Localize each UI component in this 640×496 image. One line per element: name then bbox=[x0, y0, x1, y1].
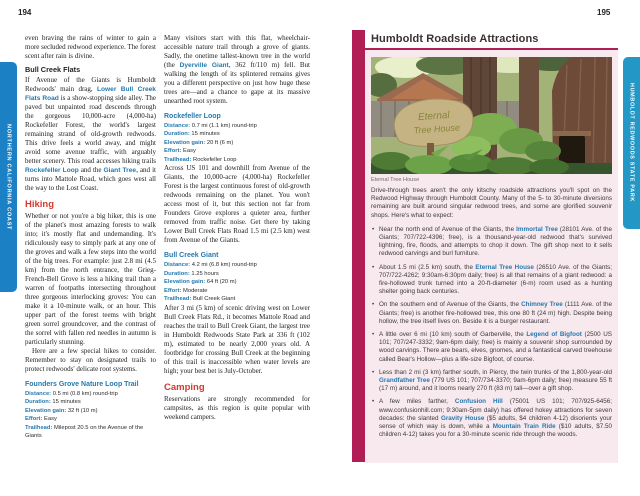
spine-tab-right-label: HUMBOLDT REDWOODS STATE PARK bbox=[628, 83, 635, 203]
left-page-column-1 bbox=[25, 34, 156, 441]
text-segment: (75001 US 101; 707/925-6456; www.confusionhill.com; 9:30am-5pm daily) has offered hokey attractions for seven decades: the slanted bbox=[379, 398, 612, 422]
trail-stats-founders-grove bbox=[25, 380, 156, 441]
stat-label: Elevation gain: bbox=[164, 279, 206, 286]
paragraph-founders-grove bbox=[164, 34, 310, 106]
stat-value: 15 minutes bbox=[191, 131, 220, 138]
stat-value: 1.25 hours bbox=[191, 270, 219, 277]
text-segment: ($5 adults, $4 children 4-12) disorients your sense of which way is down, while a bbox=[379, 414, 612, 431]
stat-value: Easy bbox=[183, 148, 196, 155]
list-item-chimney-tree bbox=[371, 301, 612, 326]
trail-name: Founders Grove Nature Loop Trail bbox=[25, 381, 139, 388]
stat-value: 0.5 mi (0.8 km) round-trip bbox=[52, 390, 118, 397]
stat-trailhead bbox=[25, 424, 156, 441]
list-item-grandfather-tree bbox=[371, 369, 612, 394]
place-name-confusion-hill: Confusion Hill bbox=[454, 398, 503, 406]
feature-box-humboldt-roadside-attractions bbox=[352, 30, 618, 462]
trail-stats-rockefeller-loop bbox=[164, 112, 310, 245]
bullet-icon: • bbox=[372, 301, 375, 309]
text-segment: is a show-stopping side alley. The paved but unpainted road descends through the gorgeous 10,000-acre (4,000-ha) Rockefeller Forest, the world's largest remaining strand of old-growth redwoods. This drive feels a world away, and might avoid some avenue traffic, with arguably better scenery. This road accesses hiking trails bbox=[25, 94, 156, 165]
text-segment: 362 ft/110 m) fell. But walking the length of its splintered remains gives you a different perspective on just how huge these trees are—and a chance to gape at its massive unearthed root system. bbox=[164, 61, 310, 105]
stat-label: Trailhead: bbox=[164, 296, 192, 303]
text-segment: ($10 adults, $7.50 children 4-12) takes you for a 30-minute scenic ride through the woods. bbox=[379, 423, 612, 439]
stat-label: Elevation gain: bbox=[164, 139, 206, 146]
text-segment: A little over 6 mi (10 km) south of Garberville, the bbox=[379, 331, 527, 339]
stat-value: Rockefeller Loop bbox=[193, 156, 237, 163]
photo-sign-text-line1: Eternal bbox=[417, 109, 451, 124]
stat-label: Elevation gain: bbox=[25, 407, 67, 414]
text-segment: and the bbox=[78, 166, 104, 174]
bullet-icon: • bbox=[372, 225, 375, 233]
bullet-icon: • bbox=[372, 398, 375, 406]
place-name-immortal-tree: Immortal Tree bbox=[516, 225, 558, 233]
place-name-dyerville-giant: Dyerville Giant, bbox=[179, 62, 231, 69]
stat-value: 32 ft (10 m) bbox=[67, 407, 98, 414]
stat-value: Easy bbox=[44, 416, 57, 423]
place-name-giant-tree: Giant Tree, bbox=[103, 167, 138, 174]
text-segment: (26510 Ave. of the Giants; 707/722-4262; 9:30am-6:30pm daily; free) is all that remains of a giant redwood: a fire-hollowed trunk turned into a 20-ft-diameter (6-m) room used as a hunting shelter going back centuries. bbox=[379, 263, 612, 296]
stat-trailhead bbox=[164, 156, 310, 165]
stat-duration bbox=[25, 398, 156, 407]
heading-camping: Camping bbox=[164, 381, 205, 393]
place-name-mountain-train-ride: Mountain Train Ride bbox=[492, 423, 556, 431]
stat-value: Bull Creek Giant bbox=[193, 296, 236, 303]
bullet-icon: • bbox=[372, 368, 375, 376]
stat-label: Distance: bbox=[164, 122, 191, 129]
text-segment: About 1.5 mi (2.5 km) south, the bbox=[379, 263, 476, 271]
spine-tab-left-label: NORTHERN CALIFORNIA COAST bbox=[5, 123, 12, 231]
bullet-icon: • bbox=[372, 263, 375, 271]
stat-elevation bbox=[164, 278, 310, 287]
photo-sign-text-line2: Tree House bbox=[413, 122, 461, 136]
text-segment: Many visitors start with this flat, wheelchair-accessible nature trail through a grove of giants. Sadly, the onetime tallest-known tree in the world (the bbox=[164, 34, 310, 69]
photo-bush bbox=[525, 141, 561, 161]
feature-box-accent-bar bbox=[352, 30, 365, 462]
place-name-chimney-tree: Chimney Tree bbox=[521, 301, 563, 309]
stat-label: Trailhead: bbox=[164, 156, 192, 163]
photo-door-lintel bbox=[553, 131, 591, 136]
text-segment: A few miles farther, bbox=[379, 398, 455, 406]
page-number-right: 195 bbox=[597, 8, 611, 17]
spine-tab-humboldt-redwoods-state-park bbox=[623, 57, 640, 229]
stat-value: 0.7 mi (1.1 km) round-trip bbox=[191, 122, 257, 129]
stat-effort bbox=[25, 415, 156, 424]
place-name-eternal-tree-house: Eternal Tree House bbox=[475, 263, 534, 271]
stat-distance bbox=[164, 261, 310, 270]
paragraph-hiking: Whether or not you're a big hiker, this is one of the planet's most amazing forests to walk into; it's mostly flat and undemanding. It's ridiculously easy to simply park at any one of the groves and walk a few steps into the world of the big trees. For example: just 2.8 mi (4.5 km) from the north entrance, the Grieg-French-Bell Grove is less a hiking trail than a warren of footpaths intersecting throughout three gorgeous interlocking groves: You can make it a 10-minute walk, or an hour. This upper part of the forest teems with bright green sorrel groundcover, and the contrast of the sorrel with fallen red needles in autumn is particularly stunning. bbox=[25, 212, 156, 346]
text-segment: (779 US 101; 707/734-3370; 9am-6pm daily; free) measure 55 ft (17 m) around, and it looms nearly 270 ft (83 m) tall—over a gift shop. bbox=[379, 377, 612, 393]
left-page-column-2 bbox=[164, 34, 310, 422]
place-name-lower-bull-creek-flats-road: Lower Bull Creek Flats Road bbox=[25, 86, 156, 102]
stat-effort bbox=[164, 287, 310, 296]
stat-label: Duration: bbox=[164, 131, 190, 138]
spine-tab-northern-california-coast bbox=[0, 62, 17, 292]
attractions-list bbox=[371, 226, 612, 440]
feature-box-body bbox=[365, 50, 618, 463]
trail-name: Bull Creek Giant bbox=[164, 252, 219, 260]
photo-sign-rock bbox=[394, 99, 473, 146]
paragraph-camping: Reservations are strongly recommended for campsites, as this region is quite popular with weekend campers. bbox=[164, 394, 310, 421]
stat-elevation bbox=[25, 407, 156, 416]
heading-bull-creek-flats: Bull Creek Flats bbox=[25, 65, 81, 74]
list-item-eternal-tree-house bbox=[371, 264, 612, 297]
stat-elevation bbox=[164, 139, 310, 148]
heading-hiking: Hiking bbox=[25, 199, 55, 210]
list-item-immortal-tree bbox=[371, 226, 612, 259]
stat-value: 15 minutes bbox=[52, 399, 81, 406]
stat-value: Milepost 20.5 on the Avenue of the Giants bbox=[25, 424, 144, 440]
paragraph-rockefeller-loop: Across US 101 and downhill from Avenue of the Giants, the 10,000-acre (4,000-ha) Rockefeller Forest is the largest continuous forest of old-growth redwoods remaining on the planet. You won't access most of it, but this section not far from Founders Grove explores a quieter area, further removed from traffic noise. Get there by taking Lower Bull Creek Flats Road 1.5 mi (2.5 km) west from Avenue of the Giants. bbox=[164, 164, 310, 245]
stat-label: Distance: bbox=[164, 261, 191, 268]
text-segment: On the southern end of Avenue of the Giants, the bbox=[379, 301, 522, 309]
paragraph-intro-continuation: even braving the rains of winter to gain a more secluded redwood experience. The forest scent after rain is divine. bbox=[25, 34, 156, 60]
stat-value: 4.2 mi (6.8 km) round-trip bbox=[191, 261, 257, 268]
list-item-confusion-hill bbox=[371, 398, 612, 439]
stat-effort bbox=[164, 147, 310, 156]
trail-name: Rockefeller Loop bbox=[164, 113, 221, 120]
feature-box-title: Humboldt Roadside Attractions bbox=[371, 33, 539, 45]
paragraph-bull-creek-giant: After 3 mi (5 km) of scenic driving west on Lower Bull Creek Flats Rd., it becomes Mattole Road and reaches the trail to Bull Creek Giant, the largest tree in Humboldt Redwoods State Park at 336 ft (102 m), estimated to be nearly 2,000 years old. A footbridge for crossing Bull Creek at the beginning of this trail is inaccessible when water levels are high; your best bet is July-October. bbox=[164, 303, 310, 375]
stat-label: Effort: bbox=[164, 287, 182, 294]
text-segment: (28101 Ave. of the Giants; 707/722-4396; free), is a thousand-year-old redwood that's survived lightning, fire, floods, and attempts to chop it down. The gift shop next to it sells redwood carvings and burl furniture. bbox=[379, 225, 613, 258]
paragraph-hiking-2: Here are a few special hikes to consider. Remember to stay on designated trails to protect redwoods' delicate root systems. bbox=[25, 347, 156, 373]
place-name-legend-of-bigfoot: Legend of Bigfoot bbox=[526, 331, 582, 339]
stat-distance bbox=[25, 390, 156, 399]
place-name-rockefeller-loop: Rockefeller Loop bbox=[25, 167, 79, 174]
text-segment: and it turns into Mattole Road, which goes west all the way to the Lost Coast. bbox=[25, 166, 156, 192]
text-segment: If Avenue of the Giants is Humboldt Redwoods' main drag, bbox=[25, 76, 156, 93]
list-item-legend-of-bigfoot bbox=[371, 331, 612, 364]
stat-duration bbox=[164, 270, 310, 279]
place-name-grandfather-tree: Grandfather Tree bbox=[379, 377, 430, 385]
stat-label: Duration: bbox=[164, 270, 190, 277]
photo-tree-trunk-right bbox=[519, 57, 539, 133]
place-name-gravity-house: Gravity House bbox=[440, 414, 485, 422]
stat-label: Trailhead: bbox=[25, 424, 53, 431]
feature-box-content bbox=[365, 30, 618, 462]
trail-stats-bull-creek-giant bbox=[164, 251, 310, 375]
stat-trailhead bbox=[164, 295, 310, 304]
bullet-icon: • bbox=[372, 331, 375, 339]
stat-distance bbox=[164, 122, 310, 131]
photo-caption: Eternal Tree House bbox=[371, 177, 420, 183]
stat-value: 64 ft (20 m) bbox=[206, 279, 237, 286]
text-segment: (1111 Ave. of the Giants; free) is another fire-hollowed tree, this one 80 ft (24 m) high. Despite being hollow, the tree itself lives on. Beside it is a burger restaurant. bbox=[379, 301, 612, 325]
text-segment: Less than 2 mi (3 km) farther south, in Piercy, the twin trunks of the 1,800-year-old bbox=[379, 368, 612, 376]
stat-value: 20 ft (6 m) bbox=[206, 139, 234, 146]
stat-label: Distance: bbox=[25, 390, 52, 397]
page-number-left: 194 bbox=[18, 8, 32, 17]
eternal-tree-house-photo bbox=[371, 57, 612, 174]
paragraph-bull-creek-flats bbox=[25, 76, 156, 193]
feature-intro-paragraph: Drive-through trees aren't the only kitschy roadside attractions you'll spot on the Redwood Highway through Humboldt County. Many of the 5- to 30-minute diversions remaining are built around singular redwood trees, and some are glorified souvenir shops. Here's what to expect: bbox=[371, 187, 612, 219]
text-segment: (2500 US 101; 707/247-3332; 9am-6pm daily; free) is mainly a souvenir shop surrounded by wood carvings. There are bears, elves, gnomes, and a fantastical carved treehouse called Bear's Hollow—plus a life-size Bigfoot, of course. bbox=[379, 331, 612, 363]
stat-label: Duration: bbox=[25, 399, 51, 406]
stat-value: Moderate bbox=[183, 287, 208, 294]
stat-label: Effort: bbox=[25, 416, 43, 423]
stat-duration bbox=[164, 130, 310, 139]
text-segment: Near the north end of Avenue of the Giants, the bbox=[379, 225, 517, 233]
stat-label: Effort: bbox=[164, 148, 182, 155]
